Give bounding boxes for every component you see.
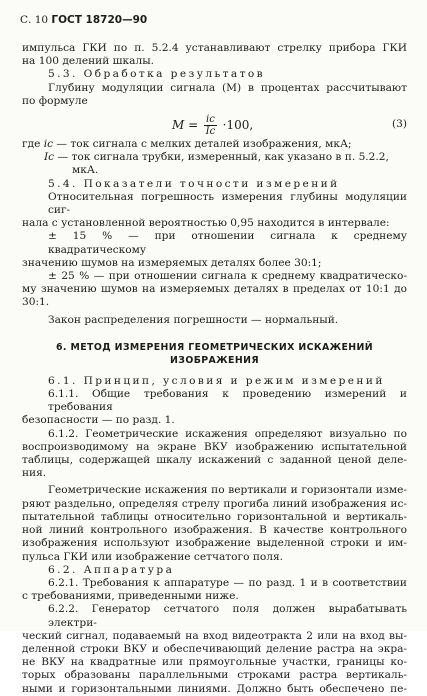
text-line: по формуле [22, 94, 88, 107]
text-line: воспроизводимому на экране ВКУ изображению испытательной [22, 440, 407, 453]
formula-number: (3) [391, 118, 407, 131]
formula-expression [172, 114, 253, 137]
definition-variable: Iс [44, 151, 55, 164]
section-title-line: ИЗОБРАЖЕНИЯ [170, 354, 259, 366]
text-line: пульса ГКИ или изображение сетчатого поля. [22, 550, 284, 563]
text-line: 6.1.2. Геометрические искажения определяют визуально по [48, 427, 407, 440]
text-line: нала с установленной вероятностью 0,95 находится в интервале: [22, 217, 390, 230]
text-line: Глубину модуляции сигнала (M) в процентах рассчитывают [48, 81, 407, 94]
text-line: ряют раздельно, определяя стрелу прогиба линий изображения ис- [22, 497, 407, 510]
section-title-6 [22, 341, 407, 367]
text-line: на 100 делений шкалы. [22, 55, 154, 68]
text-line: 30:1. [22, 296, 50, 309]
text-line: 6.2.1. Требования к аппаратуре — по разд. 1 и в соответствии [48, 576, 407, 589]
definition-variable: iс [43, 138, 54, 151]
section-heading-5-4: 5.4. Показатели точности измерений [48, 177, 340, 190]
formula-denominator: Iс [205, 126, 216, 138]
text-line: значению шумов на измеряемых деталях более 30:1; [22, 256, 322, 269]
text-line: му значению шумов на измеряемых деталях в пределах от 10:1 до [22, 283, 407, 296]
text-line: Относительная погрешность измерения глубины модуляции сиг- [48, 190, 407, 217]
subsection-heading-6-2: 6.2. Аппаратура [48, 563, 175, 576]
formula-3 [22, 108, 407, 138]
text-line: ными и горизонтальными линиями. Должно быть обеспечено пе- [22, 682, 407, 695]
page-body [22, 42, 407, 696]
definition-text: — ток сигнала с мелких деталей изображения, мкА; [56, 138, 352, 151]
text-line: 6.1.1. Общие требования к проведению измерений и требования [48, 388, 407, 414]
text-line: ния. [22, 467, 47, 480]
text-line: изображения используют изображение выделенной строки и им- [22, 537, 407, 550]
section-title-line: 6. МЕТОД ИЗМЕРЕНИЯ ГЕОМЕТРИЧЕСКИХ ИСКАЖЕНИЙ [55, 341, 374, 353]
text-line: 6.2.2. Генератор сетчатого поля должен вырабатывать электри- [48, 603, 407, 629]
text-line: торых образованы параллельными строками растра вертикаль- [22, 669, 407, 682]
text-line: импульса ГКИ по п. 5.2.4 устанавливают стрелку прибора ГКИ [22, 42, 407, 54]
text-line: ± 15 % — при отношении сигнала к среднему квадратическому [48, 230, 407, 256]
page-header [20, 14, 147, 26]
text-line: ческий сигнал, подаваемый на вход видеотракта 2 или на вход вы- [22, 629, 407, 642]
text-line: деленной строки ВКУ и обеспечивающий деление растра на экра- [22, 642, 407, 655]
text-line: ной линий контрольного изображения. В качестве контрольного [22, 524, 407, 537]
text-line: не ВКУ на квадратные или прямоугольные участки, границы ко- [22, 656, 407, 669]
page-number: С. 10 [20, 14, 49, 26]
text-line: Закон распределения погрешности — нормальный. [48, 313, 339, 326]
formula-equals: = [188, 118, 202, 133]
text-line: безопасности — по разд. 1. [22, 414, 175, 427]
definition-line [22, 138, 407, 151]
definition-continuation: мкА. [72, 164, 99, 177]
section-heading-5-3: 5.3. Обработка результатов [48, 68, 266, 81]
text-line: с требованиями, приведенными ниже. [22, 590, 239, 603]
formula-lhs: M [172, 118, 185, 133]
definition-text: — ток сигнала трубки, измеренный, как указано в п. 5.2.2, [57, 151, 389, 164]
subsection-heading-6-1: 6.1. Принцип, условия и режим измерений [48, 374, 385, 387]
text-line: таблицы, содержащей шкалу искажений с заданной ценой деле- [22, 454, 407, 467]
text-line: пытательной таблицы относительно горизонтальной и вертикаль- [22, 510, 407, 523]
formula-multiplier: ·100, [222, 118, 254, 133]
standard-code: ГОСТ 18720—90 [51, 14, 148, 26]
definition-prefix: где [22, 138, 41, 151]
formula-numerator: iс [206, 114, 215, 126]
text-line: Геометрические искажения по вертикали и горизонтали изме- [48, 484, 407, 497]
text-line: ± 25 % — при отношении сигнала к среднему квадратическо- [48, 270, 407, 283]
definition-line [22, 151, 407, 164]
formula-fraction [204, 114, 217, 137]
